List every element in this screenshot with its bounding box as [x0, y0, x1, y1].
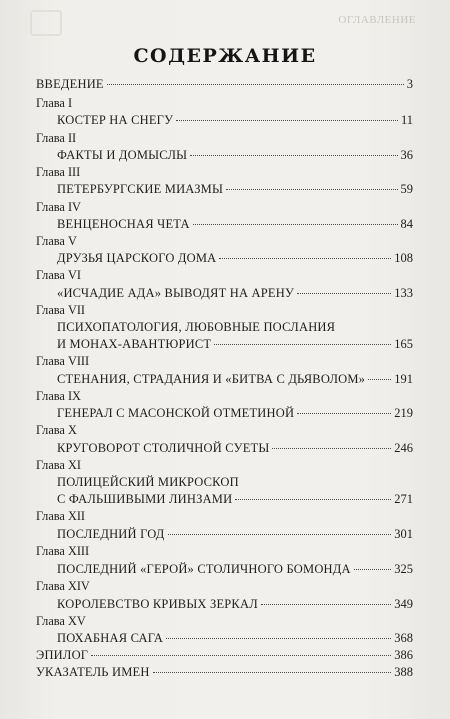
toc-entry-title: УКАЗАТЕЛЬ ИМЕН [36, 665, 150, 679]
leader-dots [368, 379, 391, 380]
toc-entry-ch11[interactable] [57, 492, 413, 507]
leader-dots [193, 224, 398, 225]
toc-page-number: 3 [406, 77, 413, 91]
toc-page-number: 386 [394, 648, 413, 662]
toc-page-number: 133 [394, 286, 413, 300]
toc-page-number: 271 [394, 492, 413, 506]
toc-entry-title: «ИСЧАДИЕ АДА» ВЫВОДЯТ НА АРЕНУ [57, 286, 294, 300]
chapter-label: Глава VIII [36, 354, 90, 368]
toc-entry-title: С ФАЛЬШИВЫМИ ЛИНЗАМИ [57, 492, 233, 506]
toc-entry-ch6[interactable] [57, 286, 413, 301]
leader-dots [214, 344, 391, 345]
toc-page-number: 301 [394, 527, 413, 541]
leader-dots [107, 84, 404, 85]
chapter-label: Глава III [36, 165, 81, 179]
leader-dots [261, 604, 391, 605]
toc-entry-title: ЭПИЛОГ [36, 648, 89, 662]
leader-dots [297, 293, 391, 294]
toc-entry-title: КОСТЕР НА СНЕГУ [57, 113, 174, 127]
toc-entry-title-line1: ПСИХОПАТОЛОГИЯ, ЛЮБОВНЫЕ ПОСЛАНИЯ [57, 320, 336, 334]
toc-entry-ch13[interactable] [57, 562, 413, 577]
toc-page-number: 388 [394, 665, 413, 679]
chapter-label: Глава IV [36, 200, 81, 214]
toc-entry-ch10[interactable] [57, 441, 413, 456]
chapter-label: Глава XIV [36, 579, 90, 593]
leader-dots [91, 655, 391, 656]
toc-page-number: 349 [394, 597, 413, 611]
toc-entry-ch4[interactable] [57, 217, 413, 232]
toc-entry-ch9[interactable] [57, 406, 413, 421]
toc-page-number: 246 [394, 441, 413, 455]
toc-entry-title: ПОСЛЕДНИЙ «ГЕРОЙ» СТОЛИЧНОГО БОМОНДА [57, 562, 351, 576]
toc-page-number: 59 [400, 182, 413, 196]
leader-dots [166, 638, 391, 639]
chapter-label: Глава V [36, 234, 77, 248]
toc-page-number: 165 [394, 337, 413, 351]
leader-dots [354, 569, 392, 570]
chapter-label: Глава II [36, 131, 77, 145]
toc-entry-epilog[interactable] [36, 648, 413, 663]
chapter-label: Глава XI [36, 458, 81, 472]
chapter-label: Глава IX [36, 389, 81, 403]
toc-entry-ch15[interactable] [57, 631, 413, 646]
toc-entry-title: ДРУЗЬЯ ЦАРСКОГО ДОМА [57, 251, 217, 265]
toc-entry-title: СТЕНАНИЯ, СТРАДАНИЯ И «БИТВА С ДЬЯВОЛОМ» [57, 372, 366, 386]
toc-entry-ch1[interactable] [57, 113, 413, 128]
leader-dots [176, 120, 398, 121]
toc-entry-title: ВЕНЦЕНОСНАЯ ЧЕТА [57, 217, 190, 231]
chapter-label: Глава XII [36, 509, 86, 523]
toc-entry-title-line1: ПОЛИЦЕЙСКИЙ МИКРОСКОП [57, 475, 239, 489]
toc-entry-ch8[interactable] [57, 372, 413, 387]
toc-entry-title: ГЕНЕРАЛ С МАСОНСКОЙ ОТМЕТИНОЙ [57, 406, 295, 420]
toc-entry-index[interactable] [36, 665, 413, 680]
leader-dots [190, 155, 397, 156]
toc-page-number: 36 [400, 148, 413, 162]
chapter-label: Глава VII [36, 303, 86, 317]
toc-entry-title: КОРОЛЕВСТВО КРИВЫХ ЗЕРКАЛ [57, 597, 258, 611]
show-through-header: ОГЛАВЛЕНИЕ [338, 14, 416, 26]
leader-dots [235, 499, 391, 500]
toc-entry-title: ПОСЛЕДНИЙ ГОД [57, 527, 165, 541]
toc-entry-ch14[interactable] [57, 597, 413, 612]
toc-entry-title: ВВЕДЕНИЕ [36, 77, 104, 91]
toc-entry-ch5[interactable] [57, 251, 413, 266]
toc-entry-title: КРУГОВОРОТ СТОЛИЧНОЙ СУЕТЫ [57, 441, 270, 455]
leader-dots [297, 413, 391, 414]
chapter-label: Глава X [36, 423, 77, 437]
toc-entry-ch2[interactable] [57, 148, 413, 163]
toc-entry-title: И МОНАХ-АВАНТЮРИСТ [57, 337, 212, 351]
leader-dots [153, 672, 392, 673]
toc-page-number: 368 [394, 631, 413, 645]
toc-entry-ch3[interactable] [57, 182, 413, 197]
chapter-label: Глава I [36, 96, 73, 110]
leader-dots [168, 534, 392, 535]
toc-entry-title: ФАКТЫ И ДОМЫСЛЫ [57, 148, 188, 162]
toc-entry-ch7[interactable] [57, 337, 413, 352]
toc-entry-ch12[interactable] [57, 527, 413, 542]
chapter-label: Глава VI [36, 268, 81, 282]
toc-entry-intro[interactable] [36, 77, 413, 92]
toc-page-number: 325 [394, 562, 413, 576]
leader-dots [219, 258, 391, 259]
toc-page-number: 219 [394, 406, 413, 420]
toc-page-number: 108 [394, 251, 413, 265]
leader-dots [272, 448, 391, 449]
toc-page-number: 191 [394, 372, 413, 386]
chapter-label: Глава XIII [36, 544, 90, 558]
leader-dots [226, 189, 397, 190]
toc-page-number: 84 [400, 217, 413, 231]
toc-entry-title: ПОХАБНАЯ САГА [57, 631, 164, 645]
chapter-label: Глава XV [36, 614, 86, 628]
toc-entry-title: ПЕТЕРБУРГСКИЕ МИАЗМЫ [57, 182, 224, 196]
page-title: СОДЕРЖАНИЕ [133, 45, 317, 67]
toc-page-number: 11 [400, 113, 413, 127]
